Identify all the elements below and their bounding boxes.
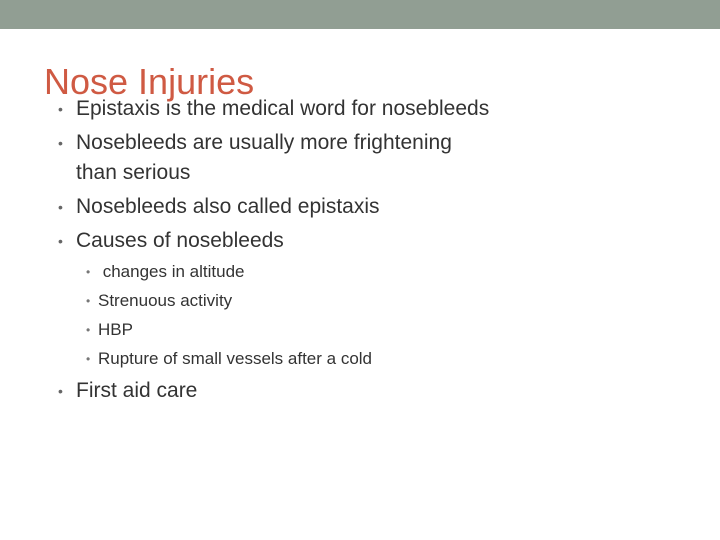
bullet-text: Epistaxis is the medical word for nosebleeds (76, 97, 490, 120)
sub-bullet-text: Strenuous activity (98, 291, 233, 310)
bullet-glyph: • (86, 294, 91, 308)
bullet-glyph: • (58, 383, 63, 399)
bullet-glyph: • (58, 199, 63, 215)
sub-bullet-text: changes in altitude (98, 262, 245, 281)
bullet-text: Nosebleeds are usually more frightening (76, 131, 452, 154)
bullet-glyph: • (86, 323, 91, 337)
slide-title: Nose Injuries (44, 61, 255, 102)
bullet-glyph: • (86, 352, 91, 366)
bullet-glyph: • (58, 233, 63, 249)
bullet-text: Nosebleeds also called epistaxis (76, 195, 380, 218)
sub-bullet-text: HBP (98, 320, 133, 339)
bullet-text: First aid care (76, 379, 198, 402)
sub-bullet-text: Rupture of small vessels after a cold (98, 349, 373, 368)
bullet-text: Causes of nosebleeds (76, 229, 284, 252)
bullet-glyph: • (58, 135, 63, 151)
bullet-glyph: • (86, 265, 91, 279)
bullet-glyph: • (58, 101, 63, 117)
bullet-text-continued: than serious (76, 161, 191, 184)
